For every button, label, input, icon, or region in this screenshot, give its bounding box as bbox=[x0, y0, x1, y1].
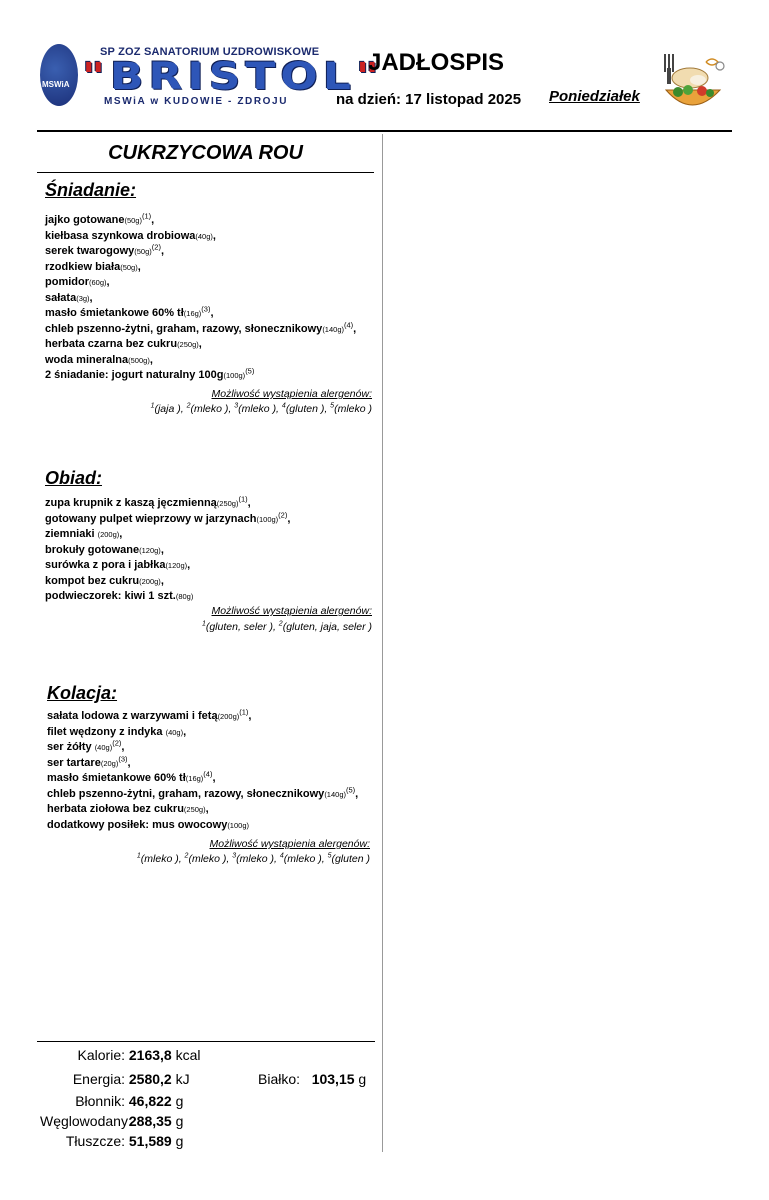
meal-item-weight: (50g) bbox=[120, 262, 138, 272]
allergen-number: 4 bbox=[279, 852, 284, 860]
nutrition-unit: g bbox=[175, 1093, 184, 1109]
meal-item bbox=[47, 771, 382, 787]
allergen-number: 1 bbox=[136, 852, 141, 860]
meal-item-allergen-ref: (1) bbox=[141, 211, 152, 221]
meal-item bbox=[45, 275, 380, 291]
meal-item-name: woda mineralna bbox=[45, 353, 129, 366]
nutrition-energia bbox=[40, 1071, 190, 1087]
meal-item-name: herbata ziołowa bez cukru bbox=[47, 803, 184, 815]
nutrition-label: Węglowodany: bbox=[40, 1113, 132, 1129]
meal-item bbox=[45, 558, 380, 574]
meal-item-separator: , bbox=[119, 528, 123, 540]
meal-item-name: masło śmietankowe 60% tł bbox=[45, 307, 184, 319]
meal-item-name: herbata czarna bez cukru bbox=[45, 338, 178, 350]
nutrition-value: 2163,8 bbox=[128, 1047, 172, 1063]
allergen-number: 1 bbox=[150, 402, 155, 410]
meal-item bbox=[45, 509, 380, 528]
meal-item-name: zupa krupnik z kaszą jęczmienną bbox=[45, 497, 217, 509]
meal-item bbox=[45, 260, 380, 276]
meal-item-name: chleb pszenno-żytni, graham, razowy, słonecznikowy bbox=[47, 787, 325, 800]
meal-title-lunch: Obiad: bbox=[45, 468, 102, 488]
meal-item-allergen-ref: (4) bbox=[203, 769, 213, 779]
meal-item-separator: , bbox=[160, 574, 164, 587]
meal-item-separator: , bbox=[106, 276, 110, 288]
meal-item-separator: , bbox=[247, 497, 251, 509]
meal-item-name: masło śmietankowe 60% tł bbox=[47, 772, 186, 784]
meal-item-separator: , bbox=[183, 725, 187, 738]
nutrition-divider bbox=[37, 1041, 375, 1042]
meal-item-allergen-ref: (2) bbox=[112, 738, 122, 748]
meal-item bbox=[45, 574, 380, 590]
meal-item-weight: (200g) bbox=[97, 530, 120, 539]
meal-item-name: kompot bez cukru bbox=[45, 574, 140, 587]
logo-name: "BRISTOL" bbox=[82, 55, 384, 99]
meal-item-allergen-ref: (1) bbox=[238, 494, 248, 504]
nutrition-value: 46,822 bbox=[128, 1093, 172, 1109]
meal-item-separator: , bbox=[355, 787, 359, 800]
meal-item-separator: , bbox=[127, 756, 131, 769]
allergen-text: (mleko ), bbox=[283, 853, 328, 865]
header-divider bbox=[37, 130, 732, 132]
meal-item-allergen-ref: (3) bbox=[201, 304, 211, 314]
allergen-text: (mleko ) bbox=[334, 403, 372, 415]
meal-item-name: surówka z pora i jabłka bbox=[45, 559, 166, 571]
allergen-number: 1 bbox=[201, 620, 206, 628]
allergen-text: (mleko ), bbox=[236, 853, 280, 865]
meal-item-name: ser tartare bbox=[47, 756, 101, 769]
meal-item bbox=[45, 368, 380, 384]
meal-item bbox=[45, 589, 380, 605]
nutrition-value: 2580,2 bbox=[128, 1071, 172, 1087]
meal-item-weight: (140g) bbox=[324, 789, 346, 799]
meal-item-allergen-ref: (4) bbox=[344, 319, 354, 329]
menu-date: na dzień: 17 listopad 2025 bbox=[336, 91, 522, 108]
meal-item-name: dodatkowy posiłek: mus owocowy bbox=[47, 818, 228, 831]
allergen-text: (mleko ), bbox=[238, 403, 282, 415]
meal-item bbox=[47, 725, 382, 741]
meal-item-separator: , bbox=[353, 322, 357, 335]
logo-badge-text: MSWiA bbox=[42, 80, 70, 89]
page-title: JADŁOSPIS bbox=[368, 49, 505, 76]
meal-item bbox=[45, 244, 380, 260]
meal-item-separator: , bbox=[210, 307, 214, 319]
meal-item-weight: (200g) bbox=[139, 576, 161, 586]
meal-item-name: serek twarogowy bbox=[45, 245, 135, 257]
meal-item-allergen-ref: (2) bbox=[278, 509, 288, 519]
meal-item-separator: , bbox=[89, 291, 93, 304]
meal-item-weight: (120g) bbox=[139, 545, 161, 555]
allergen-number: 2 bbox=[184, 852, 189, 860]
meal-item bbox=[45, 337, 380, 353]
nutrition-unit: g bbox=[175, 1133, 184, 1149]
meal-item bbox=[45, 527, 380, 543]
meal-item bbox=[47, 818, 382, 834]
meal-item bbox=[45, 213, 380, 229]
meal-item bbox=[45, 353, 380, 369]
allergen-number: 5 bbox=[330, 402, 335, 410]
meal-item-weight: (140g) bbox=[322, 324, 344, 334]
diet-underline bbox=[37, 172, 374, 173]
diet-name: CUKRZYCOWA ROU bbox=[108, 142, 303, 164]
meal-item-name: filet wędzony z indyka bbox=[47, 725, 166, 738]
allergen-list-dinner bbox=[40, 853, 370, 865]
meal-item-separator: , bbox=[160, 543, 164, 556]
meal-item-name: brokuły gotowane bbox=[45, 543, 140, 556]
allergen-text: (gluten ) bbox=[331, 853, 370, 865]
meal-item-name: podwieczorek: kiwi 1 szt. bbox=[45, 590, 176, 602]
meal-item-weight: (20g) bbox=[100, 758, 119, 768]
meal-item-separator: , bbox=[149, 353, 153, 366]
allergen-list-breakfast bbox=[40, 403, 372, 415]
meal-item bbox=[47, 740, 382, 756]
nutrition-unit: kJ bbox=[175, 1071, 190, 1087]
allergen-number: 2 bbox=[186, 402, 191, 410]
meal-item bbox=[45, 291, 380, 307]
allergen-text: (mleko ), bbox=[190, 403, 235, 415]
meal-item-name: jajko gotowane bbox=[45, 214, 125, 226]
allergen-text: (mleko ), bbox=[188, 853, 233, 865]
allergen-text: (gluten, jaja, seler ) bbox=[282, 621, 372, 633]
meal-item-name: pomidor bbox=[45, 276, 89, 288]
meal-item-allergen-ref: (5) bbox=[245, 366, 255, 376]
meal-item-weight: (250g) bbox=[216, 499, 239, 508]
meal-item-weight: (40g) bbox=[165, 727, 184, 737]
meal-title-breakfast: Śniadanie: bbox=[45, 180, 137, 200]
meal-item-separator: , bbox=[212, 229, 216, 242]
nutrition-value: 288,35 bbox=[128, 1113, 172, 1129]
meal-item-weight: (80g) bbox=[175, 592, 194, 601]
nutrition-tluszcze bbox=[40, 1133, 183, 1149]
nutrition-value: 103,15 bbox=[311, 1071, 355, 1087]
column-divider bbox=[382, 134, 383, 1152]
allergen-number: 5 bbox=[327, 852, 332, 860]
meal-item-separator: , bbox=[212, 772, 216, 784]
meal-item-weight: (200g) bbox=[217, 712, 240, 721]
logo-bottom-text: MSWiA w KUDOWIE - ZDROJU bbox=[104, 96, 289, 107]
meal-item-weight: (120g) bbox=[165, 561, 188, 570]
nutrition-value: 51,589 bbox=[128, 1133, 172, 1149]
allergen-text: (gluten ), bbox=[285, 403, 331, 415]
meal-item-allergen-ref: (3) bbox=[118, 753, 128, 763]
meal-items-dinner bbox=[47, 709, 382, 833]
meal-item bbox=[47, 802, 382, 818]
meal-item-allergen-ref: (2) bbox=[151, 242, 161, 252]
food-bowl-icon bbox=[658, 50, 726, 116]
allergen-text: (mleko ), bbox=[140, 853, 185, 865]
meal-item-weight: (50g) bbox=[124, 216, 142, 225]
meal-item-weight: (50g) bbox=[134, 247, 152, 256]
nutrition-unit: g bbox=[175, 1113, 184, 1129]
nutrition-unit: g bbox=[358, 1071, 367, 1087]
meal-item-name: ziemniaki bbox=[45, 528, 98, 540]
allergen-header-dinner: Możliwość wystąpienia alergenów: bbox=[209, 838, 370, 850]
nutrition-kalorie bbox=[40, 1047, 201, 1063]
allergen-list-lunch bbox=[40, 621, 372, 633]
meal-item-weight: (500g) bbox=[128, 355, 150, 365]
allergen-number: 2 bbox=[278, 620, 283, 628]
nutrition-bialko bbox=[258, 1071, 366, 1087]
meal-item bbox=[47, 709, 382, 725]
meal-item-weight: (100g) bbox=[256, 514, 279, 524]
meal-item bbox=[47, 753, 382, 772]
nutrition-unit: kcal bbox=[175, 1047, 201, 1063]
meal-item bbox=[45, 306, 380, 322]
allergen-header-breakfast: Możliwość wystąpienia alergenów: bbox=[211, 388, 372, 400]
nutrition-weglowodany bbox=[40, 1113, 183, 1129]
meal-items-lunch bbox=[45, 496, 380, 605]
allergen-text: (gluten, seler ), bbox=[205, 621, 279, 633]
meal-item-name: rzodkiew biała bbox=[45, 260, 121, 273]
meal-item-weight: (100g) bbox=[227, 820, 249, 830]
allergen-number: 3 bbox=[232, 852, 237, 860]
meal-item-separator: , bbox=[151, 214, 155, 226]
allergen-number: 4 bbox=[281, 402, 286, 410]
sanatorium-logo-emblem bbox=[40, 44, 78, 106]
meal-item-name: sałata lodowa z warzywami i fetą bbox=[47, 710, 218, 722]
meal-item-name: kiełbasa szynkowa drobiowa bbox=[45, 229, 196, 242]
menu-day: Poniedziałek bbox=[549, 88, 640, 105]
allergen-number: 3 bbox=[234, 402, 239, 410]
meal-item-name: chleb pszenno-żytni, graham, razowy, słonecznikowy bbox=[45, 322, 323, 335]
meal-item-weight: (3g) bbox=[76, 293, 90, 303]
nutrition-label: Tłuszcze: bbox=[65, 1133, 125, 1149]
meal-item-separator: , bbox=[248, 710, 252, 722]
nutrition-label: Białko: bbox=[258, 1071, 301, 1087]
meal-item bbox=[45, 229, 380, 245]
meal-item-separator: , bbox=[287, 512, 291, 525]
meal-item-separator: , bbox=[121, 741, 125, 753]
meal-item bbox=[45, 496, 380, 512]
logo-name-text: BRISTOL bbox=[109, 55, 356, 99]
meal-title-dinner: Kolacja: bbox=[47, 683, 118, 703]
allergen-text: (jaja ), bbox=[154, 403, 187, 415]
nutrition-blonnik bbox=[40, 1093, 183, 1109]
meal-items-breakfast bbox=[45, 213, 380, 384]
meal-item-separator: , bbox=[160, 245, 165, 257]
meal-item-separator: , bbox=[137, 260, 141, 273]
meal-item-name: 2 śniadanie: jogurt naturalny 100g bbox=[45, 369, 224, 381]
meal-item-weight: (250g) bbox=[183, 805, 206, 814]
meal-item-weight: (250g) bbox=[177, 340, 199, 349]
meal-item-name: ser żółty bbox=[47, 741, 95, 753]
logo-top-text: SP ZOZ SANATORIUM UZDROWISKOWE bbox=[100, 46, 320, 58]
meal-item-weight: (16g) bbox=[185, 774, 204, 783]
meal-item-weight: (40g) bbox=[195, 231, 213, 241]
allergen-header-lunch: Możliwość wystąpienia alergenów: bbox=[211, 605, 372, 617]
meal-item-weight: (16g) bbox=[183, 309, 202, 318]
meal-item-separator: , bbox=[198, 338, 202, 350]
meal-item-name: gotowany pulpet wieprzowy w jarzynach bbox=[45, 512, 257, 525]
meal-item-allergen-ref: (5) bbox=[346, 784, 356, 794]
nutrition-label: Kalorie: bbox=[77, 1047, 125, 1063]
meal-item-name: sałata bbox=[45, 291, 77, 304]
meal-item-weight: (40g) bbox=[94, 743, 113, 752]
meal-item bbox=[47, 784, 382, 803]
meal-item-separator: , bbox=[205, 803, 209, 815]
nutrition-label: Energia: bbox=[72, 1071, 125, 1087]
meal-item-weight: (100g) bbox=[223, 371, 246, 380]
nutrition-label: Błonnik: bbox=[75, 1093, 125, 1109]
meal-item-separator: , bbox=[187, 559, 191, 571]
meal-item bbox=[45, 543, 380, 559]
meal-item bbox=[45, 319, 380, 338]
meal-item-weight: (60g) bbox=[89, 278, 107, 287]
meal-item-allergen-ref: (1) bbox=[239, 707, 249, 717]
